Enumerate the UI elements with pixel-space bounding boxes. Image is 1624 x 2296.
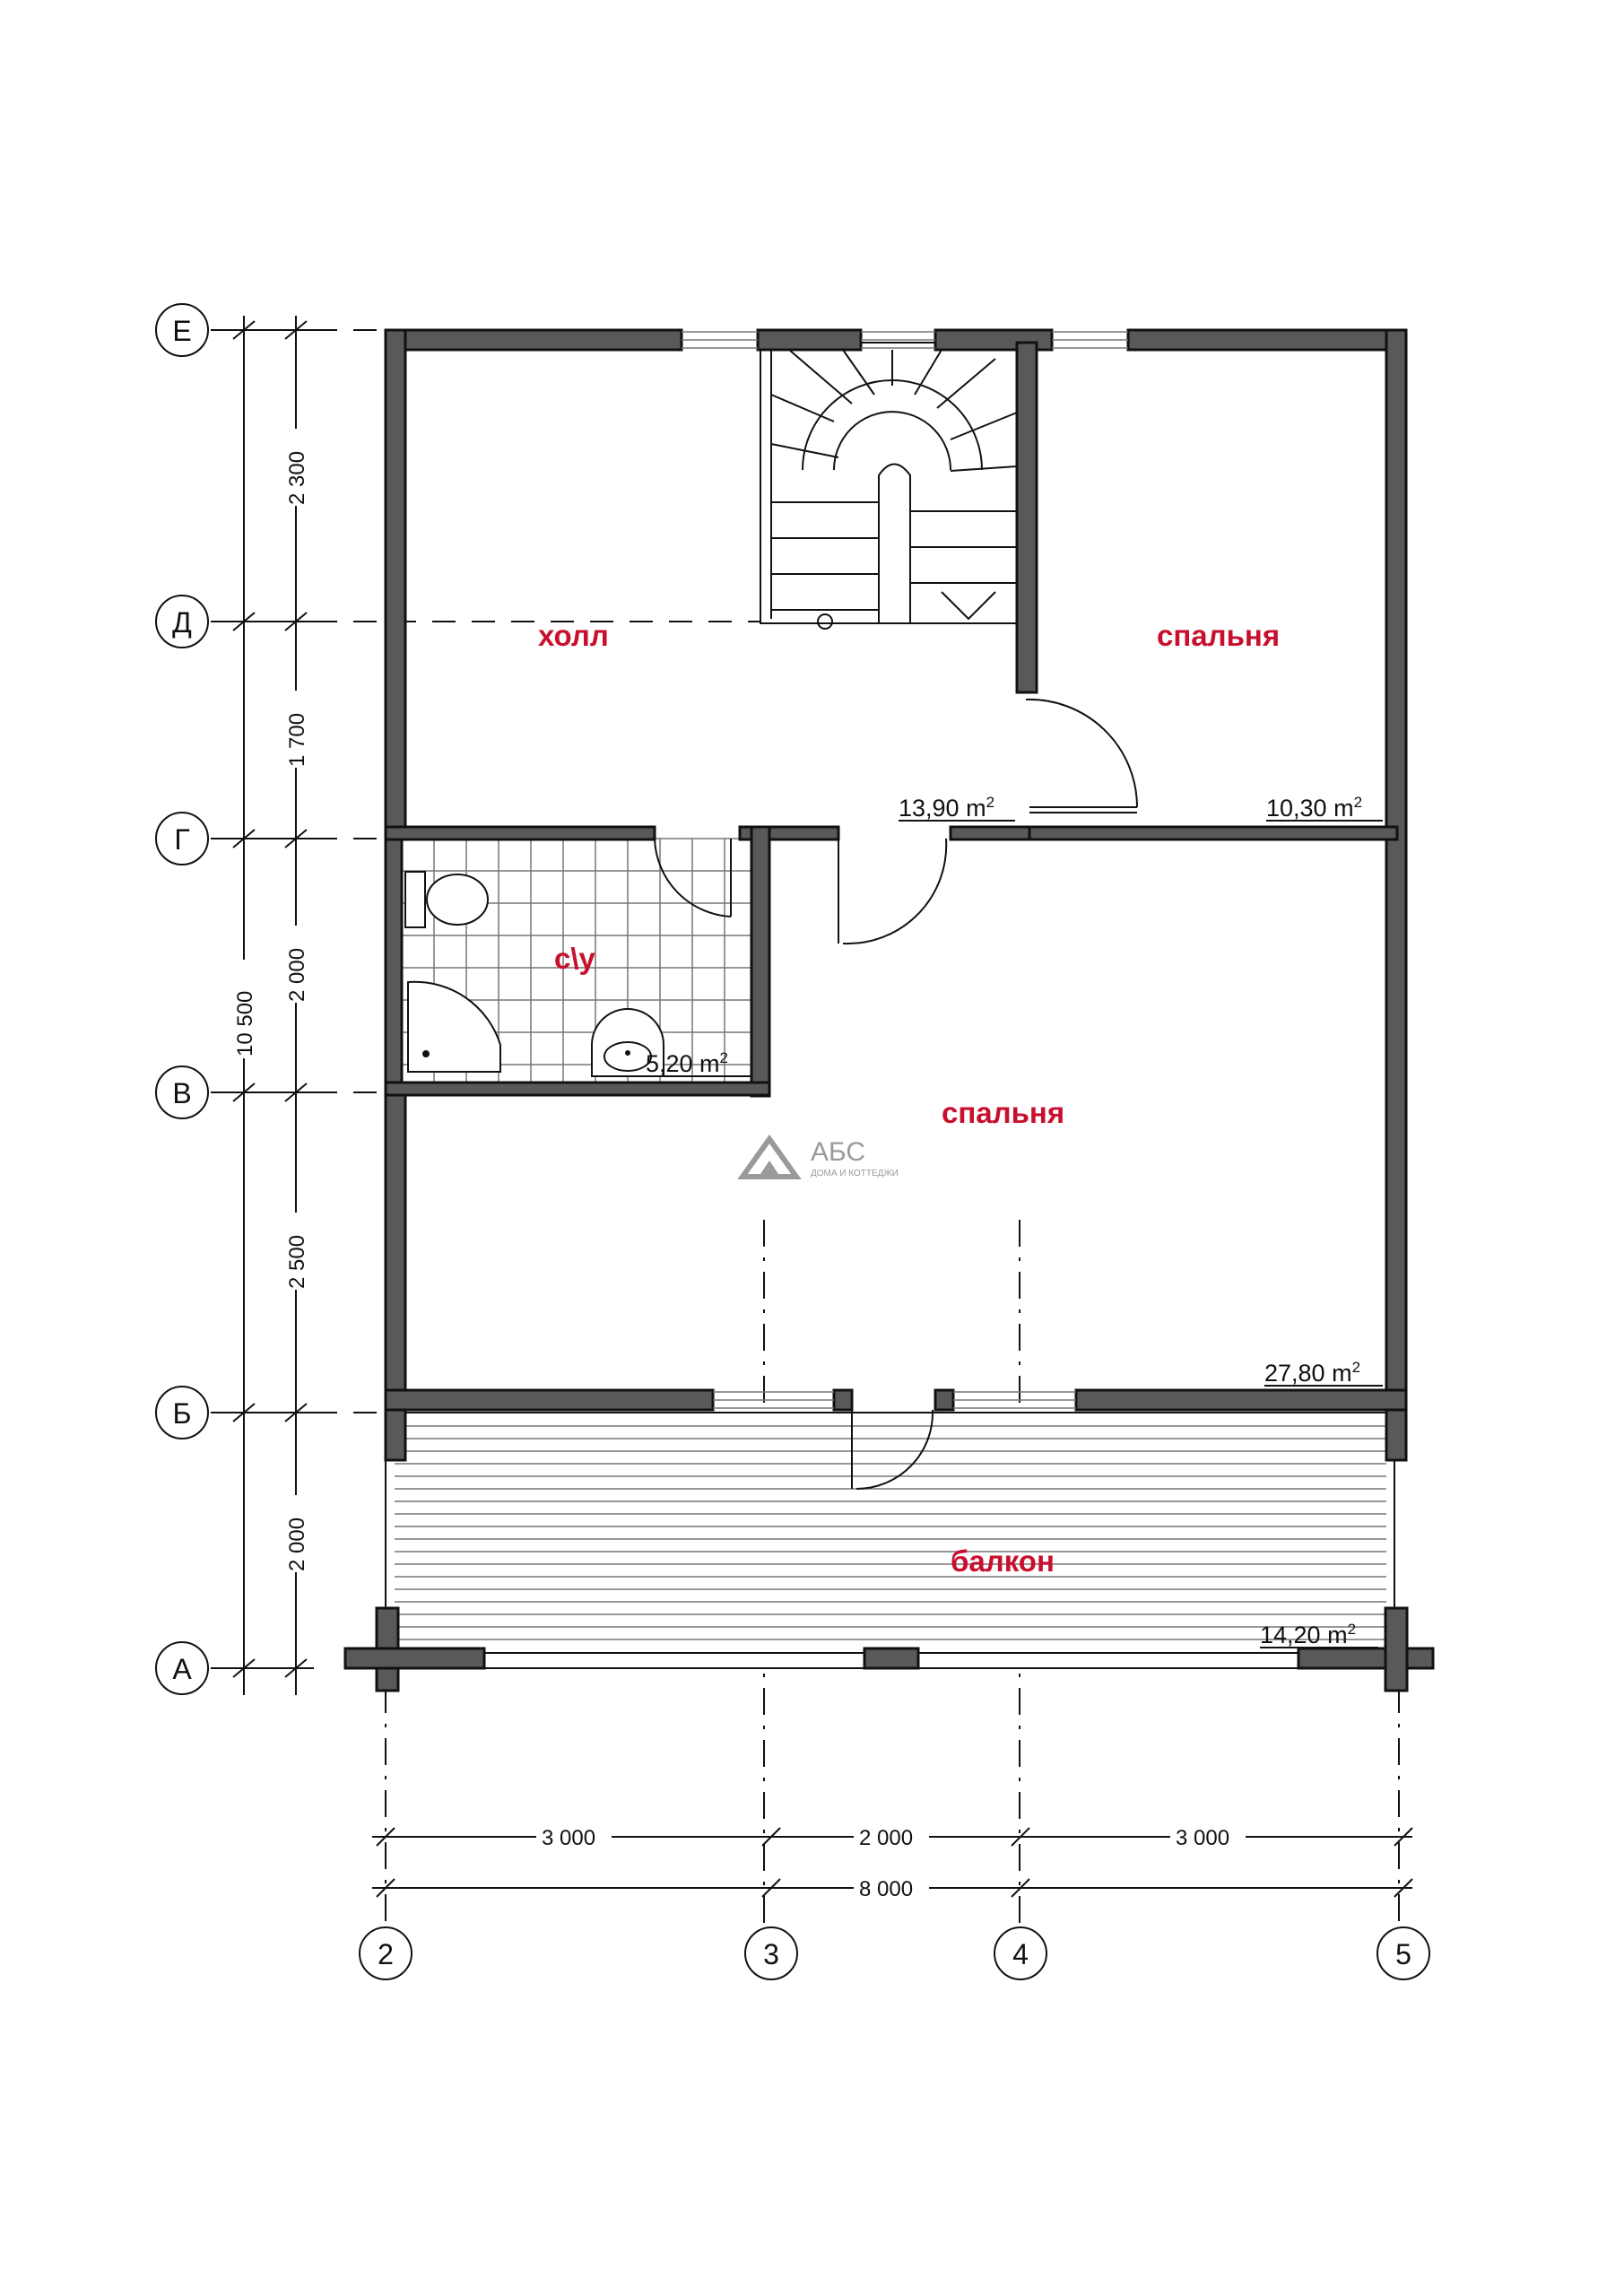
axis-row-b: Б (172, 1397, 192, 1430)
area-balcony: 14,20 $m^2$ (1260, 1621, 1357, 1648)
dim-v-4: 2 500 (285, 1234, 309, 1289)
area-bedroom-large: 27,80 $m^2$ (1264, 1359, 1361, 1387)
room-name-bathroom: с\у (554, 942, 595, 975)
dim-v-3: 2 000 (285, 947, 309, 1002)
room-name-bedroom-small: спальня (1157, 619, 1281, 652)
axis-row-v: В (172, 1077, 192, 1109)
axis-row-d: Д (172, 606, 192, 639)
dim-v-total: 10 500 (233, 990, 257, 1057)
company-logo (743, 1137, 899, 1178)
logo-name: АБС (811, 1137, 866, 1167)
axis-col-2: 2 (378, 1938, 394, 1970)
vertical-dimensions (226, 316, 314, 1695)
horizontal-dimensions (372, 1822, 1412, 1902)
dim-h-total: 8 000 (859, 1877, 914, 1901)
dim-v-1: 2 300 (285, 450, 309, 505)
dim-v-5: 2 000 (285, 1517, 309, 1571)
axis-col-5: 5 (1395, 1938, 1411, 1970)
dim-h-1: 3 000 (542, 1826, 596, 1850)
axis-row-e: Е (172, 315, 192, 347)
staircase (760, 343, 1017, 629)
axis-row-g: Г (174, 823, 190, 856)
room-name-bedroom-large: спальня (942, 1096, 1065, 1129)
room-name-balcony: балкон (951, 1544, 1055, 1578)
area-bathroom: 5,20 $m^2$ (646, 1049, 729, 1077)
balcony-deck (345, 1413, 1433, 1691)
dim-h-3: 3 000 (1176, 1826, 1230, 1850)
axis-col-3: 3 (763, 1938, 779, 1970)
dim-v-2: 1 700 (285, 712, 309, 767)
axis-row-a: А (172, 1653, 192, 1685)
room-name-hall: холл (538, 619, 609, 652)
dim-h-2: 2 000 (859, 1826, 914, 1850)
axis-col-4: 4 (1012, 1938, 1029, 1970)
area-hall: 13,90 $m^2$ (899, 794, 995, 822)
area-bedroom-small: 10,30 $m^2$ (1266, 794, 1363, 822)
logo-tagline: ДОМА И КОТТЕДЖИ (811, 1169, 899, 1178)
